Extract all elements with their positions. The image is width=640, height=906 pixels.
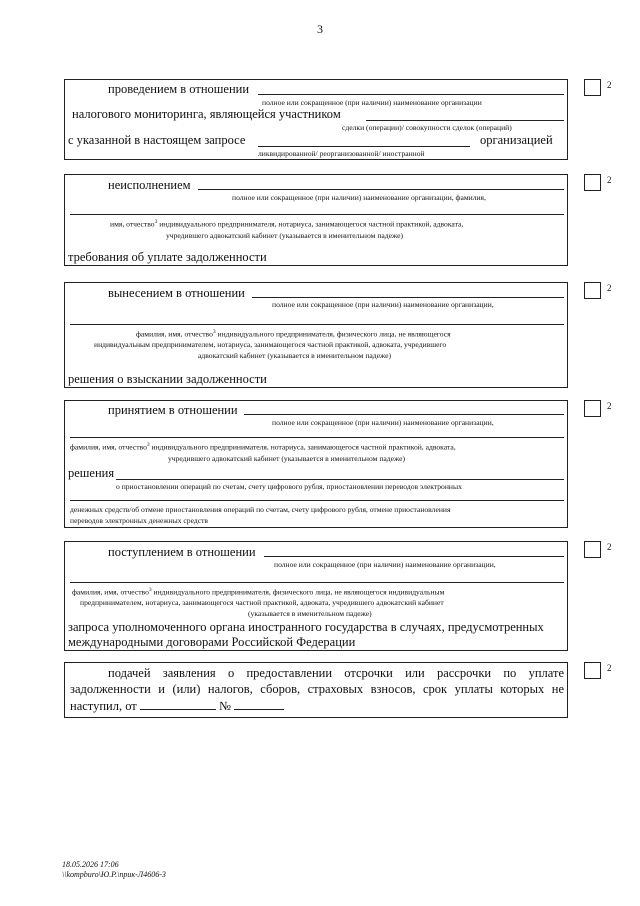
s4-fill-line3 — [116, 479, 564, 480]
checkbox-mark: 2 — [607, 663, 612, 673]
s4-hint3: учредившего адвокатский кабинет (указывается в именительном падеже) — [168, 454, 406, 463]
s5-line2: запроса уполномоченного органа иностранного государства в случаях, предусмотренных — [68, 620, 544, 634]
checkbox-suspension-decision[interactable] — [584, 400, 601, 417]
checkbox-deferral-application[interactable] — [584, 662, 601, 679]
footnote-ref: 3 — [146, 442, 150, 448]
s6-text — [70, 665, 564, 714]
footnote-ref: 3 — [212, 329, 216, 335]
s4-fill-line4 — [70, 500, 564, 501]
checkbox-mark: 2 — [607, 80, 612, 90]
s4-fill-line2 — [70, 437, 564, 438]
s3-line2: решения о взыскании задолженности — [68, 372, 267, 386]
footnote-ref: 3 — [154, 219, 158, 225]
s5-hint4: (указывается в именительном падеже) — [248, 609, 372, 618]
checkbox-mark: 2 — [607, 401, 612, 411]
s5-hint3: предпринимателем, нотариуса, занимающегося частной практикой, адвоката, учредившего адвокатский кабинет — [80, 598, 444, 607]
footnote-ref: 3 — [148, 587, 152, 593]
s1-line1: проведением в отношении — [108, 82, 250, 96]
s1-fill-line3 — [258, 146, 470, 147]
number-sign: № — [219, 699, 231, 713]
s3-hint4: адвокатский кабинет (указывается в именительном падеже) — [198, 351, 392, 360]
s2-hint3: учредившего адвокатский кабинет (указывается в именительном падеже) — [166, 231, 404, 240]
s4-hint4: о приостановлении операций по счетам, счету цифрового рубля, приостановлении переводов электронных — [116, 482, 462, 491]
s4-hint2a: фамилия, имя, отчество — [70, 442, 147, 452]
s4-hint2b: индивидуального предпринимателя, нотариуса, занимающегося частной практикой, адвоката, — [151, 442, 456, 452]
page-number: 3 — [317, 22, 323, 36]
number-field[interactable] — [234, 697, 284, 710]
s1-fill-line2 — [366, 120, 564, 121]
s3-hint2 — [136, 329, 451, 339]
s4-line1: принятием в отношении — [108, 403, 238, 417]
s2-line2: требования об уплате задолженности — [68, 250, 267, 264]
s2-hint2b: индивидуального предпринимателя, нотариуса, занимающегося частной практикой, адвоката, — [159, 219, 464, 229]
s5-fill-line2 — [70, 582, 564, 583]
s2-hint2a: имя, отчество — [110, 219, 155, 229]
s4-line2: решения — [68, 466, 115, 480]
date-field[interactable] — [140, 697, 216, 710]
s5-hint2a: фамилия, имя, отчество — [72, 587, 149, 597]
s2-fill-line1 — [198, 189, 564, 190]
checkbox-foreign-request[interactable] — [584, 541, 601, 558]
s4-fill-line1 — [244, 414, 564, 415]
s2-fill-line2 — [70, 214, 564, 215]
s1-line3b: организацией — [480, 133, 553, 147]
footer-date: 18.05.2026 17:06 — [62, 860, 119, 869]
checkbox-decision-collection[interactable] — [584, 282, 601, 299]
checkbox-mark: 2 — [607, 542, 612, 552]
s3-hint2b: индивидуального предпринимателя, физического лица, не являющегося — [217, 329, 451, 339]
s5-line1: поступлением в отношении — [108, 545, 256, 559]
s4-hint6: переводов электронных денежных средств — [70, 516, 209, 525]
footer-path: \\kompburo\Ю.Р.\прик-Л4606-3 — [62, 870, 166, 879]
s1-line3: с указанной в настоящем запросе — [68, 133, 246, 147]
s1-hint1: полное или сокращенное (при наличии) наименование организации — [262, 98, 482, 107]
s1-hint3: ликвидированной/ реорганизованной/ иностранной — [258, 149, 425, 158]
s2-hint2 — [110, 219, 463, 229]
s1-fill-line1 — [258, 94, 564, 95]
checkbox-mark: 2 — [607, 175, 612, 185]
s3-hint2a: фамилия, имя, отчество — [136, 329, 213, 339]
s3-hint1: полное или сокращенное (при наличии) наименование организации, — [272, 300, 494, 309]
s3-fill-line1 — [252, 297, 564, 298]
s2-hint1: полное или сокращенное (при наличии) наименование организации, фамилия, — [232, 193, 486, 202]
s3-line1: вынесением в отношении — [108, 286, 245, 300]
s5-fill-line1 — [264, 556, 564, 557]
s4-hint1: полное или сокращенное (при наличии) наименование организации, — [272, 418, 494, 427]
s5-hint2 — [72, 587, 444, 597]
s6-body: подачей заявления о предоставлении отсрочки или рассрочки по уплате задолженности и (или) налогов, сборов, страховых взносов, срок уплаты которых не наступил, от — [70, 666, 564, 713]
checkbox-nonexecution[interactable] — [584, 174, 601, 191]
s3-hint3: индивидуальным предпринимателем, нотариуса, занимающегося частной практикой, адвоката, учредившего — [94, 340, 447, 349]
s3-fill-line2 — [70, 324, 564, 325]
s1-hint2: сделки (операции)/ совокупности сделок (операций) — [342, 123, 512, 132]
s1-line2: налогового мониторинга, являющейся участником — [72, 107, 341, 121]
s4-hint5: денежных средств/об отмене приостановления операций по счетам, счету цифрового рубля, отмене приостановления — [70, 505, 451, 514]
s4-hint2 — [70, 442, 456, 452]
s5-line3: международными договорами Российской Федерации — [68, 635, 356, 649]
s5-hint2b: индивидуального предпринимателя, физического лица, не являющегося индивидуальным — [153, 587, 445, 597]
checkbox-monitoring[interactable] — [584, 79, 601, 96]
s2-line1: неисполнением — [108, 178, 191, 192]
checkbox-mark: 2 — [607, 283, 612, 293]
s5-hint1: полное или сокращенное (при наличии) наименование организации, — [274, 560, 496, 569]
